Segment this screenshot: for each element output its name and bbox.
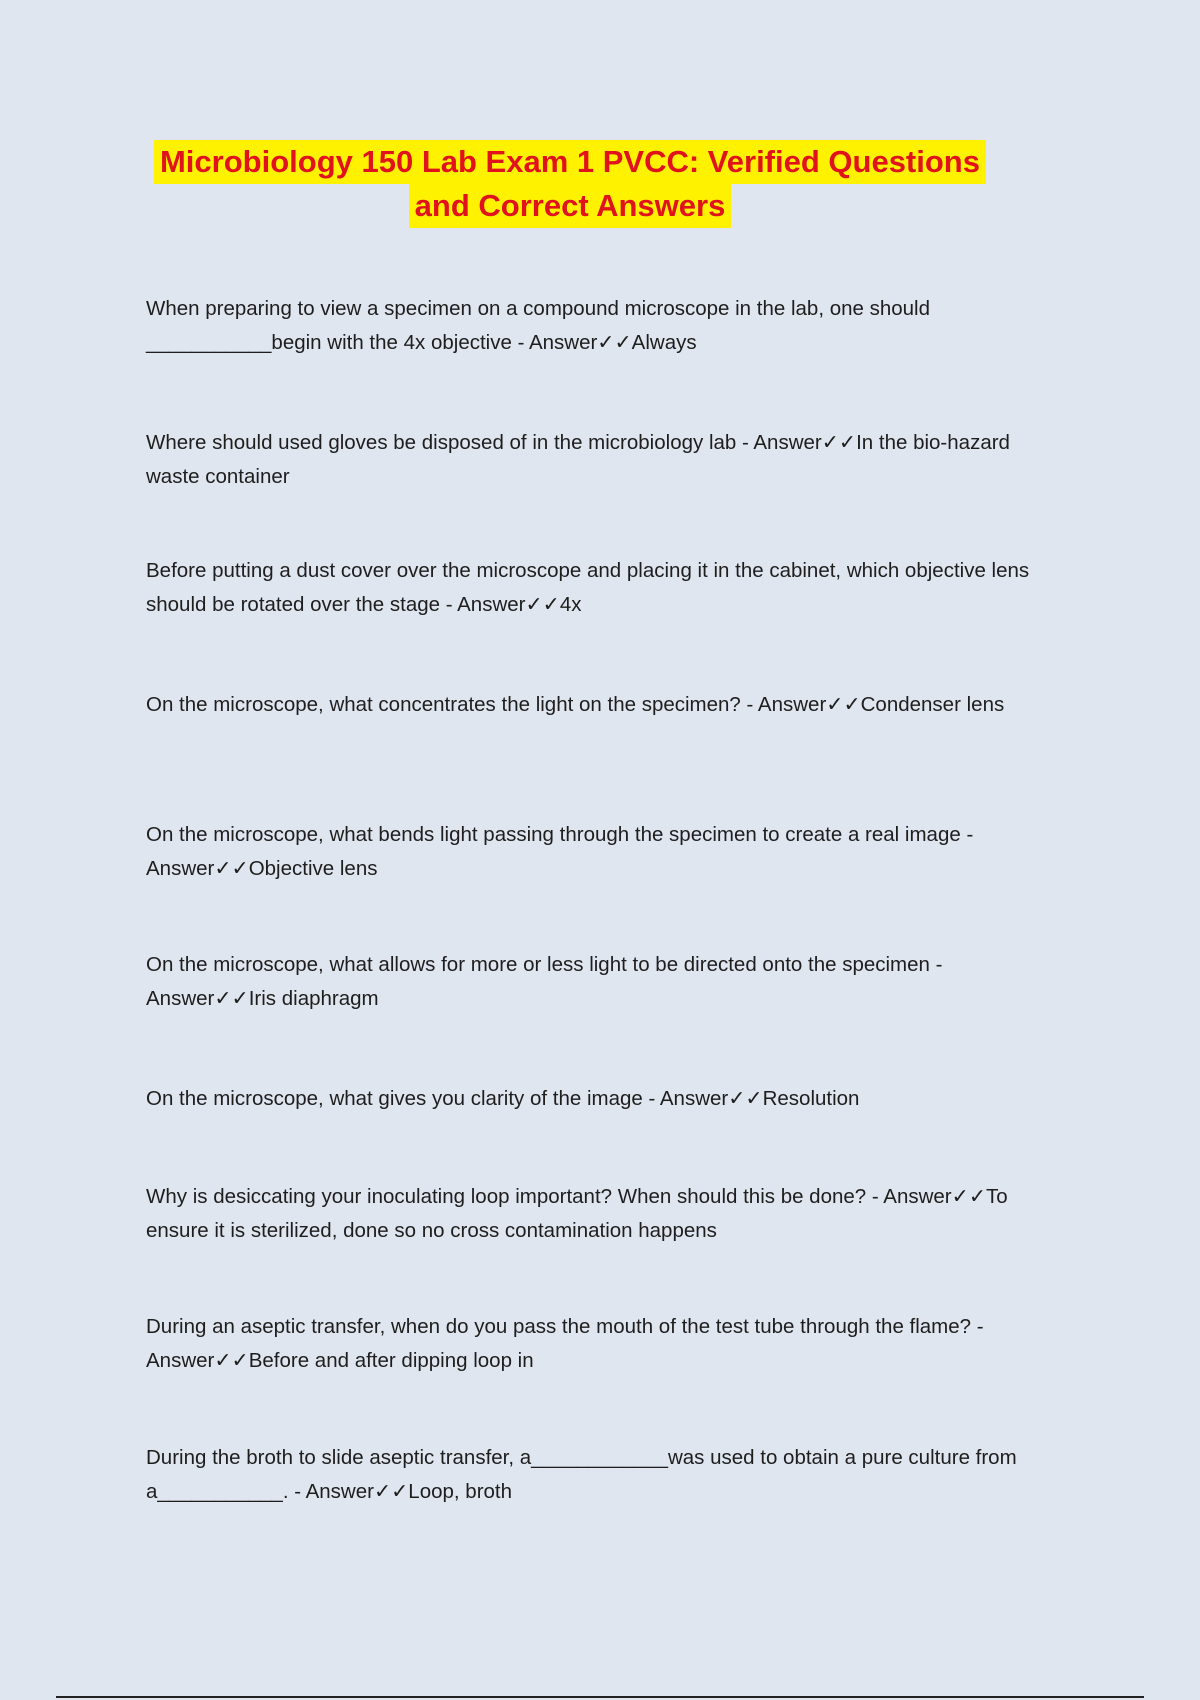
qa-item-6: On the microscope, what allows for more or less light to be directed onto the specimen - Answer✓✓Iris diaphragm — [146, 953, 943, 1010]
document-title — [140, 140, 1000, 228]
qa-item-7: On the microscope, what gives you clarity of the image - Answer✓✓Resolution — [146, 1087, 860, 1110]
qa-item-9: During an aseptic transfer, when do you pass the mouth of the test tube through the flame? - Answer✓✓Before and after dipping loop in — [146, 1315, 984, 1372]
qa-item-5: On the microscope, what bends light passing through the specimen to create a real image - Answer✓✓Objective lens — [146, 823, 974, 880]
bottom-divider — [56, 1696, 1144, 1698]
title-line-1: Microbiology 150 Lab Exam 1 PVCC: Verified Questions — [154, 140, 986, 184]
title-line-2: and Correct Answers — [409, 184, 732, 228]
qa-item-10: During the broth to slide aseptic transfer, a____________was used to obtain a pure culture from a___________. - Answer✓✓Loop, broth — [146, 1446, 1017, 1503]
qa-item-3: Before putting a dust cover over the microscope and placing it in the cabinet, which objective lens should be rotated over the stage - Answer✓✓4x — [146, 559, 1030, 616]
qa-item-8: Why is desiccating your inoculating loop important? When should this be done? - Answer✓✓To ensure it is sterilized, done so no cross contamination happens — [146, 1185, 1008, 1242]
qa-item-4: On the microscope, what concentrates the light on the specimen? - Answer✓✓Condenser lens — [146, 693, 1005, 716]
qa-item-2: Where should used gloves be disposed of in the microbiology lab - Answer✓✓In the bio-hazard waste container — [146, 431, 1010, 488]
qa-item-1: When preparing to view a specimen on a compound microscope in the lab, one should ___________begin with the 4x objective - Answer✓✓Always — [146, 297, 931, 354]
